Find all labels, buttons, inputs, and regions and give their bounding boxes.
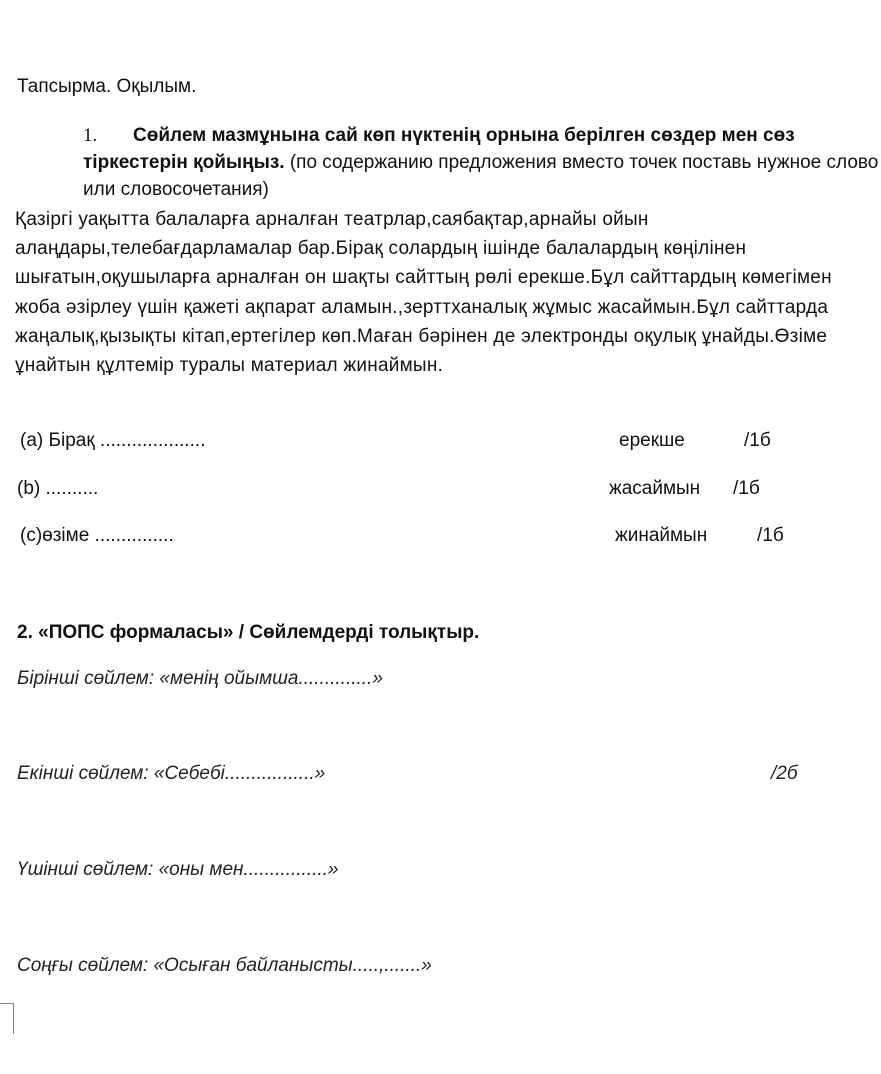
page-corner-mark <box>0 1003 14 1034</box>
answer-c-word: жинаймын <box>615 525 708 546</box>
answer-a-score: /1б <box>744 430 771 451</box>
answer-c-prompt: (c)өзіме ............... <box>20 525 174 546</box>
answer-b-word: жасаймын <box>609 478 701 499</box>
section2-heading: 2. «ПОПС формаласы» / Сөйлемдерді толықтыр. <box>17 622 480 643</box>
section2-score: /2б <box>771 763 798 784</box>
answer-b-prompt: (b) .......... <box>17 478 99 499</box>
task1-instruction-russian: (по содержанию предложения вместо точек поставь нужное слово или словосочетания) <box>83 152 879 200</box>
answer-a-word: ерекше <box>619 430 685 451</box>
sentence-last: Соңғы сөйлем: «Осыған байланысты.....,.......» <box>17 955 432 976</box>
task1-number: 1. <box>83 125 98 146</box>
answer-c-score: /1б <box>757 525 784 546</box>
reading-paragraph: Қазіргі уақытта балаларға арналған театрлар,саябақтар,арнайы ойын алаңдары,телебағдарламалар бар.Бірақ солардың ішінде балалардың көңілінен шығатын,оқушыларға арналған он шақты сайттың рөлі ерекше.Бұл сайттардың көмегімен жоба әзірлеу үшін қажеті ақпарат аламын.,зерттханалық жұмыс жасаймын.Бұл сайттарда жаңалық,қызықты кітап,ертегілер көп.Маған бәрінен де электронды оқулық ұнайды.Өзіме ұнайтын құлтемір туралы материал жинаймын. <box>15 209 832 377</box>
task1-instruction <box>83 122 881 203</box>
sentence-second: Екінші сөйлем: «Себебі.................» <box>17 763 326 784</box>
sentence-third: Үшінші сөйлем: «оны мен................» <box>17 859 339 880</box>
sentence-first: Бірінші сөйлем: «менің ойымша..............» <box>17 668 383 689</box>
page-title: Тапсырма. Оқылым. <box>17 76 197 97</box>
answer-b-score: /1б <box>733 478 760 499</box>
answer-a-prompt: (a) Бірақ .................... <box>20 430 206 451</box>
task1-instruction-kazakh: Сөйлем мазмұнына сай көп нүктенің орнына берілген сөздер мен сөз тіркестерін қойыңыз. <box>83 125 795 173</box>
